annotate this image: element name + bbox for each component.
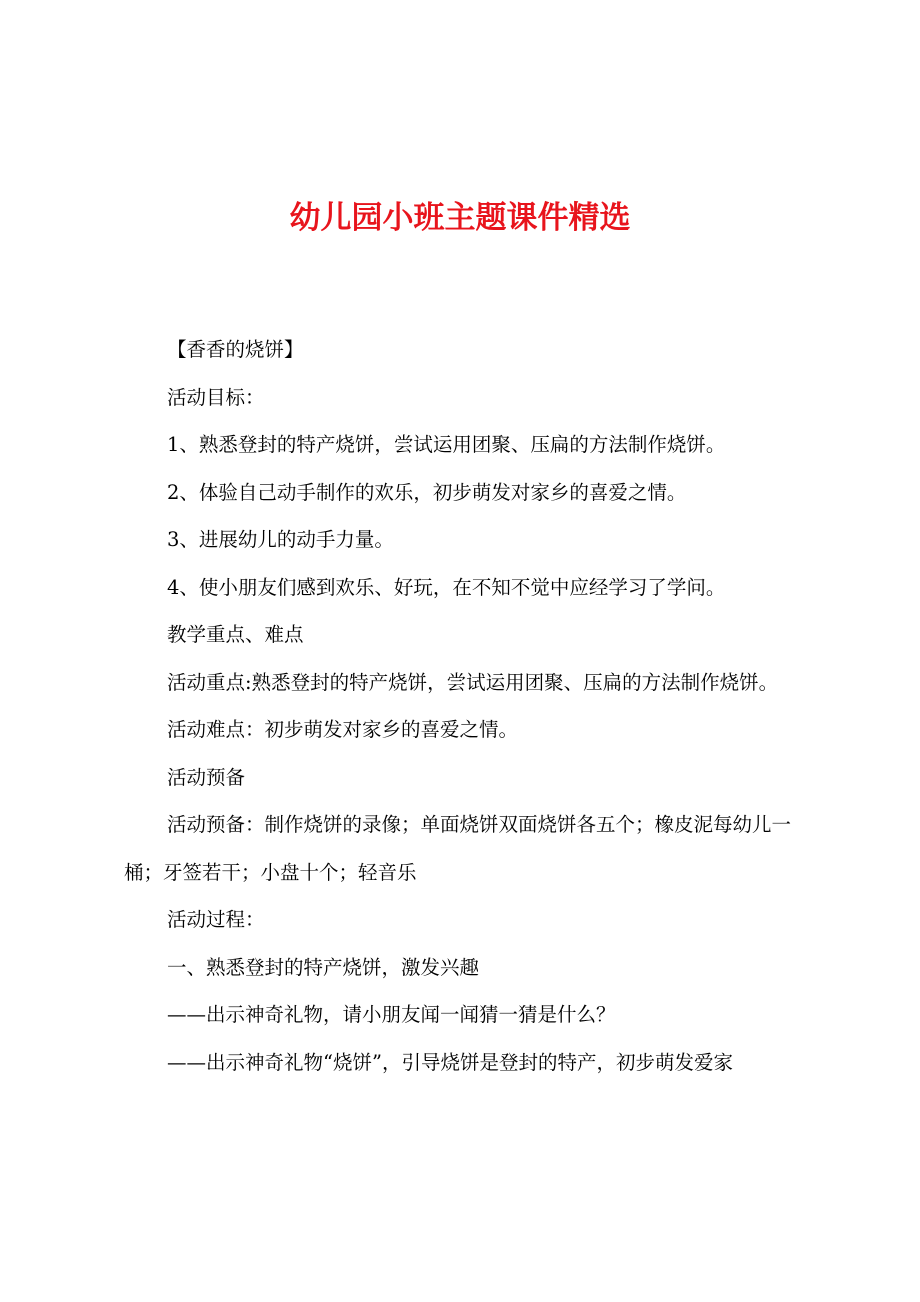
paragraph: 3、进展幼儿的动手力量。	[167, 528, 394, 551]
paragraph: 活动重点:熟悉登封的特产烧饼，尝试运用团聚、压扁的方法制作烧饼。	[167, 670, 779, 694]
document-title: 幼儿园小班主题课件精选	[289, 200, 631, 236]
paragraph: ——出示神奇礼物，请小朋友闻一闻猜一猜是什么？	[167, 1003, 616, 1026]
paragraph: 活动预备：制作烧饼的录像；单面烧饼双面烧饼各五个；橡皮泥每幼儿一桶；牙签若干；小盘十个；轻音乐	[124, 813, 792, 884]
paragraph: ——出示神奇礼物“烧饼”，引导烧饼是登封的特产，初步萌发爱家	[167, 1050, 733, 1074]
paragraph: 教学重点、难点	[167, 623, 304, 646]
paragraph: 活动目标：	[167, 385, 265, 409]
section-heading-xiangxiang-shaobing: 【香香的烧饼】	[167, 338, 304, 361]
paragraph: 1、熟悉登封的特产烧饼，尝试运用团聚、压扁的方法制作烧饼。	[167, 433, 726, 456]
paragraph: 一、熟悉登封的特产烧饼，激发兴趣	[167, 955, 480, 979]
paragraph: 活动难点：初步萌发对家乡的喜爱之情。	[167, 718, 519, 741]
paragraph: 活动预备	[167, 765, 246, 789]
document-body	[124, 326, 810, 1086]
paragraph: 活动过程：	[167, 908, 265, 931]
paragraph: 4、使小朋友们感到欢乐、好玩，在不知不觉中应经学习了学问。	[167, 575, 726, 599]
paragraph: 2、体验自己动手制作的欢乐，初步萌发对家乡的喜爱之情。	[167, 480, 687, 504]
